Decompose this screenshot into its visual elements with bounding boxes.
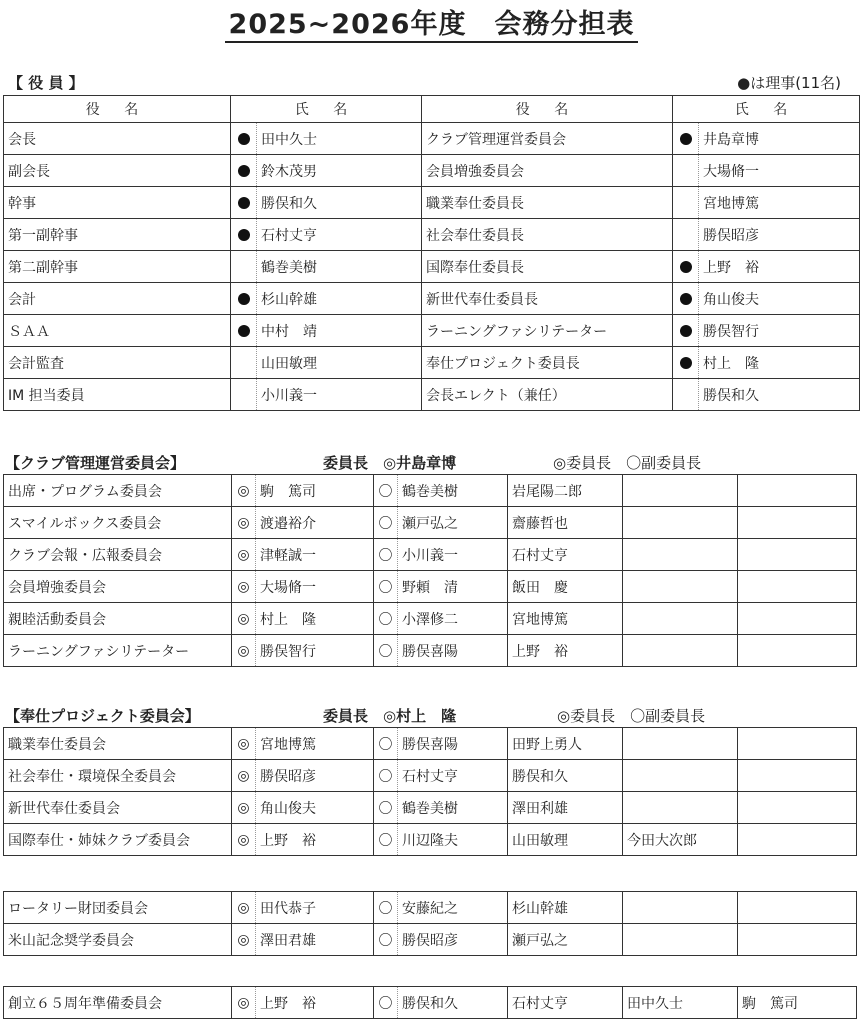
- member-name: [623, 571, 738, 603]
- officer-name: 山田敏理: [257, 347, 422, 379]
- officer-role: ＳＡＡ: [4, 315, 231, 347]
- vice-chair-name: 勝俣昭彦: [398, 924, 508, 956]
- officer-name: 勝俣昭彦: [699, 219, 860, 251]
- officer-role: 第一副幹事: [4, 219, 231, 251]
- officer-role: IM 担当委員: [4, 379, 231, 411]
- chair-name: 駒 篤司: [256, 475, 374, 507]
- committee-name: 新世代奉仕委員会: [4, 792, 232, 824]
- director-mark: [673, 379, 699, 411]
- vice-mark-icon: 〇: [374, 603, 398, 635]
- vice-mark-icon: 〇: [374, 475, 398, 507]
- committee-row: [4, 792, 857, 824]
- member-name: [738, 792, 857, 824]
- chair-mark-icon: ◎: [232, 635, 256, 667]
- chair-name: 角山俊夫: [256, 792, 374, 824]
- committee-row: [4, 728, 857, 760]
- officer-name: 井島章博: [699, 123, 860, 155]
- officer-row: [4, 283, 860, 315]
- director-dot-icon: [680, 357, 692, 369]
- vice-mark-icon: 〇: [374, 824, 398, 856]
- director-mark: [231, 187, 257, 219]
- officer-role: 社会奉仕委員長: [422, 219, 673, 251]
- committee-name: クラブ会報・広報委員会: [4, 539, 232, 571]
- committee-row: [4, 892, 857, 924]
- vice-chair-name: 勝俣和久: [398, 987, 508, 1019]
- chair-name: 勝俣智行: [256, 635, 374, 667]
- service-section-label: 【奉仕プロジェクト委員会】: [5, 707, 200, 725]
- director-mark: [673, 347, 699, 379]
- director-mark: [231, 251, 257, 283]
- committee-row: [4, 924, 857, 956]
- chair-name: 上野 裕: [256, 987, 374, 1019]
- officer-row: [4, 379, 860, 411]
- member-name: 杉山幹雄: [508, 892, 623, 924]
- director-dot-icon: [238, 165, 250, 177]
- director-dot-icon: [238, 325, 250, 337]
- club-mgmt-legend: ◎委員長 〇副委員長: [553, 454, 702, 472]
- officer-name: 鈴木茂男: [257, 155, 422, 187]
- chair-name: 上野 裕: [256, 824, 374, 856]
- director-dot-icon: [680, 133, 692, 145]
- director-note: ●は理事(11名): [737, 74, 841, 92]
- chair-name: 澤田君雄: [256, 924, 374, 956]
- committee-name: 社会奉仕・環境保全委員会: [4, 760, 232, 792]
- chair-name: 勝俣昭彦: [256, 760, 374, 792]
- committee-name: 国際奉仕・姉妹クラブ委員会: [4, 824, 232, 856]
- officer-row: [4, 155, 860, 187]
- director-dot-icon: [238, 229, 250, 241]
- vice-chair-name: 小川義一: [398, 539, 508, 571]
- member-name: 田中久士: [623, 987, 738, 1019]
- anniversary-table: [3, 986, 857, 1019]
- officer-role: 会計: [4, 283, 231, 315]
- chair-mark-icon: ◎: [232, 475, 256, 507]
- vice-mark-icon: 〇: [374, 924, 398, 956]
- committee-row: [4, 571, 857, 603]
- officer-name: 鶴巻美樹: [257, 251, 422, 283]
- officer-row: [4, 123, 860, 155]
- director-dot-icon: [680, 325, 692, 337]
- committee-row: [4, 603, 857, 635]
- director-mark: [231, 155, 257, 187]
- member-name: [738, 475, 857, 507]
- vice-chair-name: 小澤修二: [398, 603, 508, 635]
- director-mark: [673, 155, 699, 187]
- vice-chair-name: 鶴巻美樹: [398, 792, 508, 824]
- director-mark: [231, 123, 257, 155]
- officer-name: 勝俣和久: [257, 187, 422, 219]
- member-name: 岩尾陽二郎: [508, 475, 623, 507]
- member-name: [623, 760, 738, 792]
- director-dot-icon: [238, 197, 250, 209]
- service-table: [3, 727, 857, 856]
- director-mark: [231, 347, 257, 379]
- director-mark: [673, 187, 699, 219]
- chair-mark-icon: ◎: [232, 924, 256, 956]
- officer-role: 新世代奉仕委員長: [422, 283, 673, 315]
- member-name: [738, 728, 857, 760]
- member-name: 田野上勇人: [508, 728, 623, 760]
- officer-role: 会員増強委員会: [422, 155, 673, 187]
- committee-row: [4, 539, 857, 571]
- member-name: [623, 539, 738, 571]
- director-mark: [673, 251, 699, 283]
- club-mgmt-section-label: 【クラブ管理運営委員会】: [5, 454, 186, 472]
- chair-name: 村上 隆: [256, 603, 374, 635]
- member-name: [738, 603, 857, 635]
- officer-role: ラーニングファシリテーター: [422, 315, 673, 347]
- vice-chair-name: 石村丈亨: [398, 760, 508, 792]
- officers-header-row: [4, 96, 860, 123]
- member-name: [738, 760, 857, 792]
- header-name-1: 氏 名: [231, 96, 422, 123]
- chair-mark-icon: ◎: [232, 571, 256, 603]
- committee-name: 出席・プログラム委員会: [4, 475, 232, 507]
- officer-name: 宮地博篤: [699, 187, 860, 219]
- officer-row: [4, 187, 860, 219]
- officer-name: 角山俊夫: [699, 283, 860, 315]
- member-name: [623, 475, 738, 507]
- vice-chair-name: 安藤紀之: [398, 892, 508, 924]
- officer-name: 勝俣和久: [699, 379, 860, 411]
- member-name: [623, 924, 738, 956]
- director-mark: [673, 123, 699, 155]
- director-mark: [231, 379, 257, 411]
- foundation-table: [3, 891, 857, 956]
- director-mark: [231, 283, 257, 315]
- vice-mark-icon: 〇: [374, 792, 398, 824]
- committee-name: 会員増強委員会: [4, 571, 232, 603]
- vice-mark-icon: 〇: [374, 892, 398, 924]
- club-mgmt-table: [3, 474, 857, 667]
- member-name: 飯田 慶: [508, 571, 623, 603]
- director-mark: [231, 315, 257, 347]
- officer-row: [4, 315, 860, 347]
- officer-role: 会長: [4, 123, 231, 155]
- officer-name: 勝俣智行: [699, 315, 860, 347]
- officer-role: 会長エレクト（兼任）: [422, 379, 673, 411]
- vice-mark-icon: 〇: [374, 507, 398, 539]
- chair-name: 大場脩一: [256, 571, 374, 603]
- committee-name: 米山記念奨学委員会: [4, 924, 232, 956]
- director-mark: [673, 283, 699, 315]
- page-title: 2025~2026年度 会務分担表: [0, 2, 863, 41]
- member-name: 駒 篤司: [738, 987, 857, 1019]
- member-name: [623, 603, 738, 635]
- header-role-1: 役 名: [4, 96, 231, 123]
- committee-name: 創立６５周年準備委員会: [4, 987, 232, 1019]
- chair-mark-icon: ◎: [232, 987, 256, 1019]
- vice-chair-name: 野頼 清: [398, 571, 508, 603]
- vice-mark-icon: 〇: [374, 728, 398, 760]
- committee-name: 親睦活動委員会: [4, 603, 232, 635]
- officer-row: [4, 251, 860, 283]
- officer-name: 村上 隆: [699, 347, 860, 379]
- member-name: 今田大次郎: [623, 824, 738, 856]
- member-name: 石村丈亨: [508, 539, 623, 571]
- chair-name: 田代恭子: [256, 892, 374, 924]
- director-dot-icon: [680, 261, 692, 273]
- officer-name: 上野 裕: [699, 251, 860, 283]
- vice-mark-icon: 〇: [374, 571, 398, 603]
- officer-name: 田中久士: [257, 123, 422, 155]
- member-name: [623, 728, 738, 760]
- officers-section-label: 【 役 員 】: [8, 74, 84, 92]
- officer-role: 会計監査: [4, 347, 231, 379]
- member-name: 瀬戸弘之: [508, 924, 623, 956]
- member-name: 山田敏理: [508, 824, 623, 856]
- officer-role: 幹事: [4, 187, 231, 219]
- member-name: [738, 571, 857, 603]
- officers-table: [3, 95, 860, 411]
- member-name: [738, 924, 857, 956]
- chair-name: 渡邉裕介: [256, 507, 374, 539]
- committee-name: スマイルボックス委員会: [4, 507, 232, 539]
- officer-role: 第二副幹事: [4, 251, 231, 283]
- header-role-2: 役 名: [422, 96, 673, 123]
- chair-mark-icon: ◎: [232, 603, 256, 635]
- member-name: [738, 635, 857, 667]
- officer-row: [4, 347, 860, 379]
- committee-row: [4, 507, 857, 539]
- officer-name: 石村丈亨: [257, 219, 422, 251]
- officer-role: クラブ管理運営委員会: [422, 123, 673, 155]
- member-name: 上野 裕: [508, 635, 623, 667]
- member-name: [623, 792, 738, 824]
- chair-mark-icon: ◎: [232, 824, 256, 856]
- director-mark: [673, 219, 699, 251]
- vice-chair-name: 勝俣喜陽: [398, 635, 508, 667]
- member-name: 宮地博篤: [508, 603, 623, 635]
- officer-role: 職業奉仕委員長: [422, 187, 673, 219]
- committee-name: ロータリー財団委員会: [4, 892, 232, 924]
- chair-name: 宮地博篤: [256, 728, 374, 760]
- committee-row: [4, 760, 857, 792]
- director-mark: [673, 315, 699, 347]
- vice-chair-name: 勝俣喜陽: [398, 728, 508, 760]
- committee-name: ラーニングファシリテーター: [4, 635, 232, 667]
- director-dot-icon: [238, 293, 250, 305]
- vice-chair-name: 川辺隆夫: [398, 824, 508, 856]
- member-name: 齋藤哲也: [508, 507, 623, 539]
- vice-mark-icon: 〇: [374, 760, 398, 792]
- member-name: [738, 539, 857, 571]
- officer-name: 中村 靖: [257, 315, 422, 347]
- officer-row: [4, 219, 860, 251]
- committee-name: 職業奉仕委員会: [4, 728, 232, 760]
- committee-row: [4, 987, 857, 1019]
- vice-mark-icon: 〇: [374, 539, 398, 571]
- service-chair: 委員長 ◎村上 隆: [323, 707, 457, 725]
- committee-row: [4, 475, 857, 507]
- vice-mark-icon: 〇: [374, 987, 398, 1019]
- header-name-2: 氏 名: [673, 96, 860, 123]
- chair-mark-icon: ◎: [232, 539, 256, 571]
- service-legend: ◎委員長 〇副委員長: [557, 707, 706, 725]
- officer-name: 大場脩一: [699, 155, 860, 187]
- chair-mark-icon: ◎: [232, 792, 256, 824]
- chair-name: 津軽誠一: [256, 539, 374, 571]
- club-mgmt-chair: 委員長 ◎井島章博: [323, 454, 457, 472]
- director-dot-icon: [238, 133, 250, 145]
- member-name: [738, 507, 857, 539]
- member-name: [623, 507, 738, 539]
- director-dot-icon: [680, 293, 692, 305]
- chair-mark-icon: ◎: [232, 507, 256, 539]
- director-mark: [231, 219, 257, 251]
- vice-mark-icon: 〇: [374, 635, 398, 667]
- officer-role: 奉仕プロジェクト委員長: [422, 347, 673, 379]
- member-name: [738, 824, 857, 856]
- member-name: [623, 892, 738, 924]
- committee-row: [4, 635, 857, 667]
- chair-mark-icon: ◎: [232, 728, 256, 760]
- officer-role: 国際奉仕委員長: [422, 251, 673, 283]
- vice-chair-name: 瀬戸弘之: [398, 507, 508, 539]
- member-name: 勝俣和久: [508, 760, 623, 792]
- officer-name: 小川義一: [257, 379, 422, 411]
- vice-chair-name: 鶴巻美樹: [398, 475, 508, 507]
- member-name: 石村丈亨: [508, 987, 623, 1019]
- officer-role: 副会長: [4, 155, 231, 187]
- member-name: 澤田利雄: [508, 792, 623, 824]
- member-name: [738, 892, 857, 924]
- member-name: [623, 635, 738, 667]
- chair-mark-icon: ◎: [232, 892, 256, 924]
- officer-name: 杉山幹雄: [257, 283, 422, 315]
- committee-row: [4, 824, 857, 856]
- chair-mark-icon: ◎: [232, 760, 256, 792]
